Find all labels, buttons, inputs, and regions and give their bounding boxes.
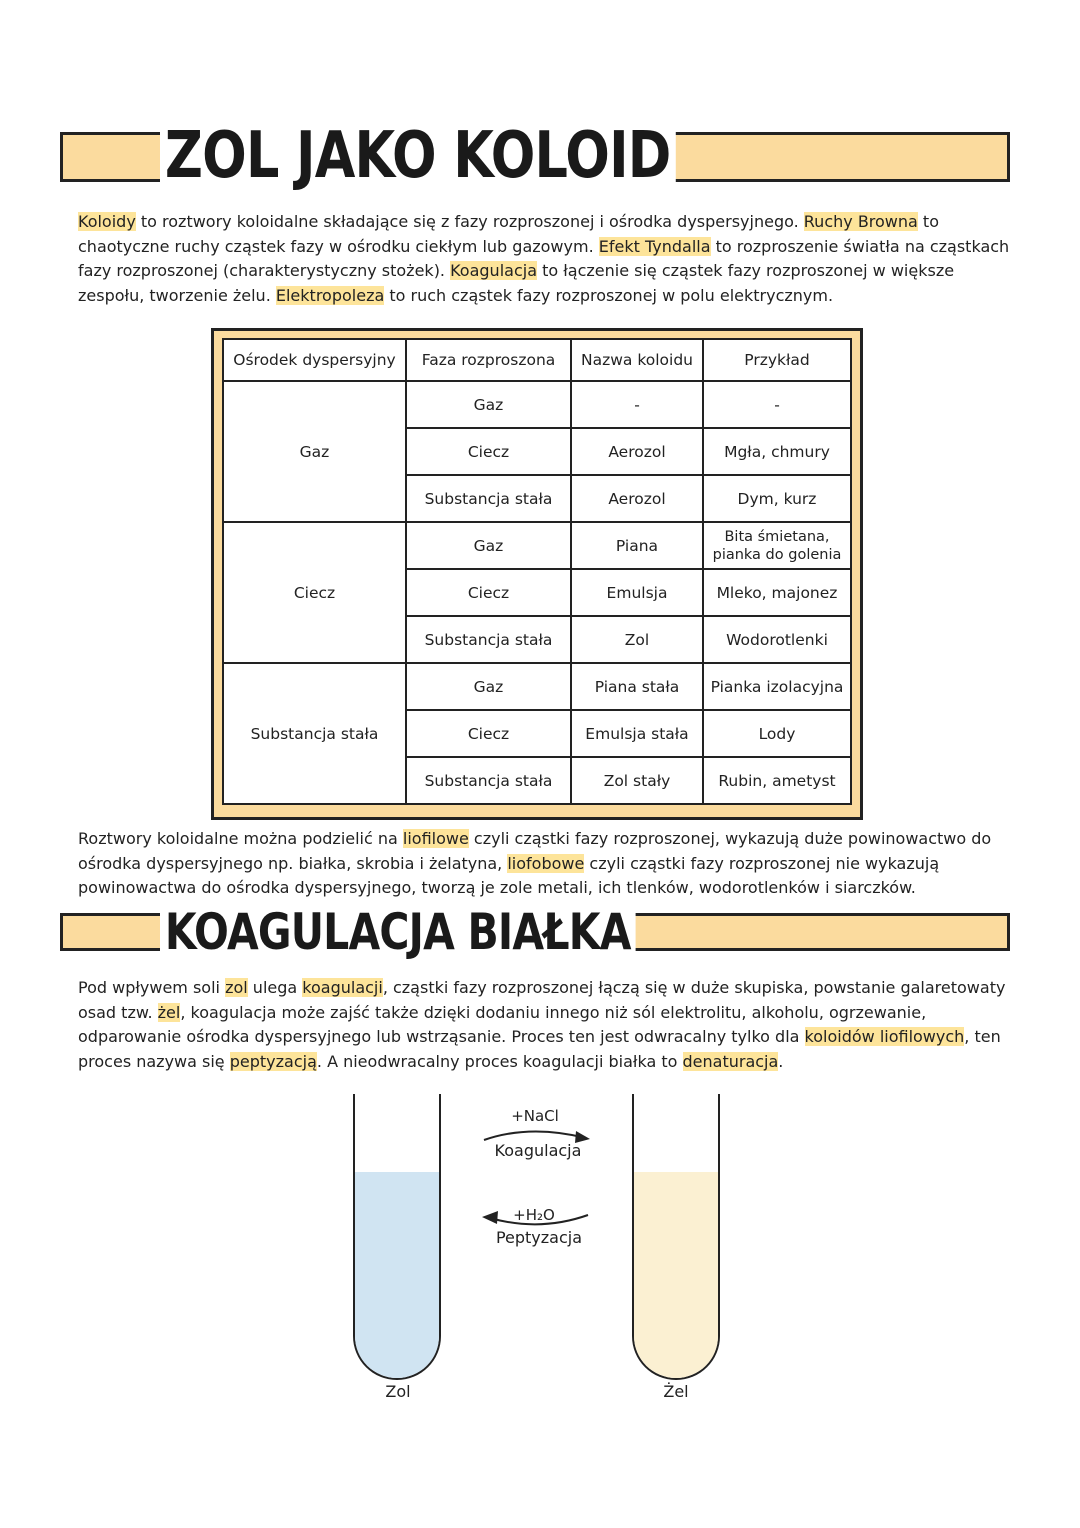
colloid-cell: Emulsja stała: [571, 710, 703, 757]
test-tube-zel: [632, 1094, 720, 1380]
table-row: [223, 522, 851, 569]
highlighted-term: denaturacja: [682, 1051, 779, 1071]
example-cell: -: [703, 381, 851, 428]
phase-cell: Gaz: [406, 522, 571, 569]
text-segment: .: [778, 1051, 784, 1071]
text-segment: . A nieodwracalny proces koagulacji białka to: [316, 1051, 683, 1071]
medium-cell: Ciecz: [223, 522, 406, 663]
liquid-zol: [355, 1172, 439, 1378]
example-cell: Pianka izolacyjna: [703, 663, 851, 710]
colloid-cell: Piana: [571, 522, 703, 569]
medium-cell: Substancja stała: [223, 663, 406, 804]
highlighted-term: peptyzacją: [229, 1051, 317, 1071]
text-segment: to łączenie się cząstek fazy rozproszonej w większe zespołu, tworzenie żelu.: [78, 261, 955, 305]
highlighted-term: Elektropoleza: [275, 285, 385, 305]
arrow1-top-label: +NaCl: [511, 1107, 559, 1125]
highlighted-term: liofobowe: [507, 853, 585, 873]
text-segment: to rozproszenie światła na cząstkach fazy rozproszonej (charakterystyczny stożek).: [78, 236, 1010, 280]
arrow1-bottom-label: Koagulacja: [494, 1141, 582, 1160]
colloid-cell: Piana stała: [571, 663, 703, 710]
arrow2-top-label: +H₂O: [513, 1206, 555, 1224]
arrow2-bottom-label: Peptyzacja: [495, 1228, 583, 1247]
colloid-cell: Zol: [571, 616, 703, 663]
highlighted-term: Ruchy Browna: [803, 212, 918, 231]
phase-cell: Gaz: [406, 663, 571, 710]
text-segment: to chaotyczne ruchy cząstek fazy w ośrodku ciekłym lub gazowym.: [78, 212, 939, 256]
example-cell: Lody: [703, 710, 851, 757]
coagulation-paragraph: [78, 976, 1018, 1074]
text-segment: to ruch cząstek fazy rozproszonej w polu elektrycznym.: [384, 285, 834, 305]
section-title-zol: ZOL JAKO KOLOID: [160, 124, 675, 188]
text-segment: ulega: [247, 978, 303, 997]
example-cell: Rubin, ametyst: [703, 757, 851, 804]
section-title-koagulacja: KOAGULACJA BIAŁKA: [160, 907, 636, 957]
table-row: [223, 381, 851, 428]
colloid-types-paragraph: [78, 827, 1018, 901]
header-example: Przykład: [703, 339, 851, 381]
highlighted-term: Efekt Tyndalla: [598, 236, 711, 256]
text-segment: Pod wpływem soli: [78, 978, 226, 997]
text-segment: to roztwory koloidalne składające się z fazy rozproszonej i ośrodka dyspersyjnego.: [135, 212, 804, 231]
example-cell: Dym, kurz: [703, 475, 851, 522]
table-header-row: [223, 339, 851, 381]
highlighted-term: koloidów liofilowych: [804, 1027, 965, 1046]
test-tube-zol: [353, 1094, 441, 1380]
text-segment: , ten proces nazywa się: [78, 1027, 1001, 1071]
phase-cell: Ciecz: [406, 569, 571, 616]
highlighted-term: Koagulacja: [450, 261, 537, 280]
highlighted-term: Koloidy: [78, 212, 136, 231]
colloid-table: [222, 338, 852, 805]
colloid-cell: Aerozol: [571, 428, 703, 475]
table-row: [223, 663, 851, 710]
phase-cell: Ciecz: [406, 710, 571, 757]
colloid-cell: -: [571, 381, 703, 428]
header-colloid-name: Nazwa koloidu: [571, 339, 703, 381]
phase-cell: Gaz: [406, 381, 571, 428]
tube-label-zel: Żel: [663, 1382, 689, 1401]
tube-label-zol: Zol: [385, 1382, 411, 1401]
phase-cell: Substancja stała: [406, 757, 571, 804]
intro-paragraph: [78, 210, 1018, 308]
phase-cell: Substancja stała: [406, 616, 571, 663]
colloid-cell: Emulsja: [571, 569, 703, 616]
colloid-cell: Zol stały: [571, 757, 703, 804]
example-cell: Wodorotlenki: [703, 616, 851, 663]
text-segment: czyli cząstki fazy rozproszonej, wykazują duże powinowactwo do ośrodka dyspersyjnego np. białka, skrobia i żelatyna,: [78, 829, 992, 873]
arrow-right-icon: [484, 1131, 586, 1140]
header-medium: Ośrodek dyspersyjny: [223, 339, 406, 381]
highlighted-term: zol: [225, 978, 248, 997]
phase-cell: Ciecz: [406, 428, 571, 475]
text-segment: Roztwory koloidalne można podzielić na: [78, 829, 403, 848]
highlighted-term: liofilowe: [402, 829, 469, 848]
highlighted-term: koagulacji: [302, 978, 383, 997]
example-cell: Bita śmietana, pianka do golenia: [703, 522, 851, 569]
medium-cell: Gaz: [223, 381, 406, 522]
example-cell: Mleko, majonez: [703, 569, 851, 616]
phase-cell: Substancja stała: [406, 475, 571, 522]
colloid-cell: Aerozol: [571, 475, 703, 522]
liquid-zel: [634, 1172, 718, 1378]
text-segment: , koagulacja może zajść także dzięki dodaniu innego niż sól elektrolitu, alkoholu, ogrzewanie, odparowanie ośrodka dyspersyjnego lub wstrząsanie. Proces ten jest odwracalny tylko dla: [78, 1002, 927, 1046]
text-segment: , cząstki fazy rozproszonej łączą się w duże skupiska, powstanie galaretowaty osad tzw.: [78, 978, 1006, 1022]
example-cell: Mgła, chmury: [703, 428, 851, 475]
text-segment: czyli cząstki fazy rozproszonej nie wykazują powinowactwa do ośrodka dyspersyjnego, tworzą je zole metali, ich tlenków, wodorotlenków i siarczków.: [78, 853, 940, 897]
highlighted-term: żel: [157, 1002, 181, 1022]
header-phase: Faza rozproszona: [406, 339, 571, 381]
